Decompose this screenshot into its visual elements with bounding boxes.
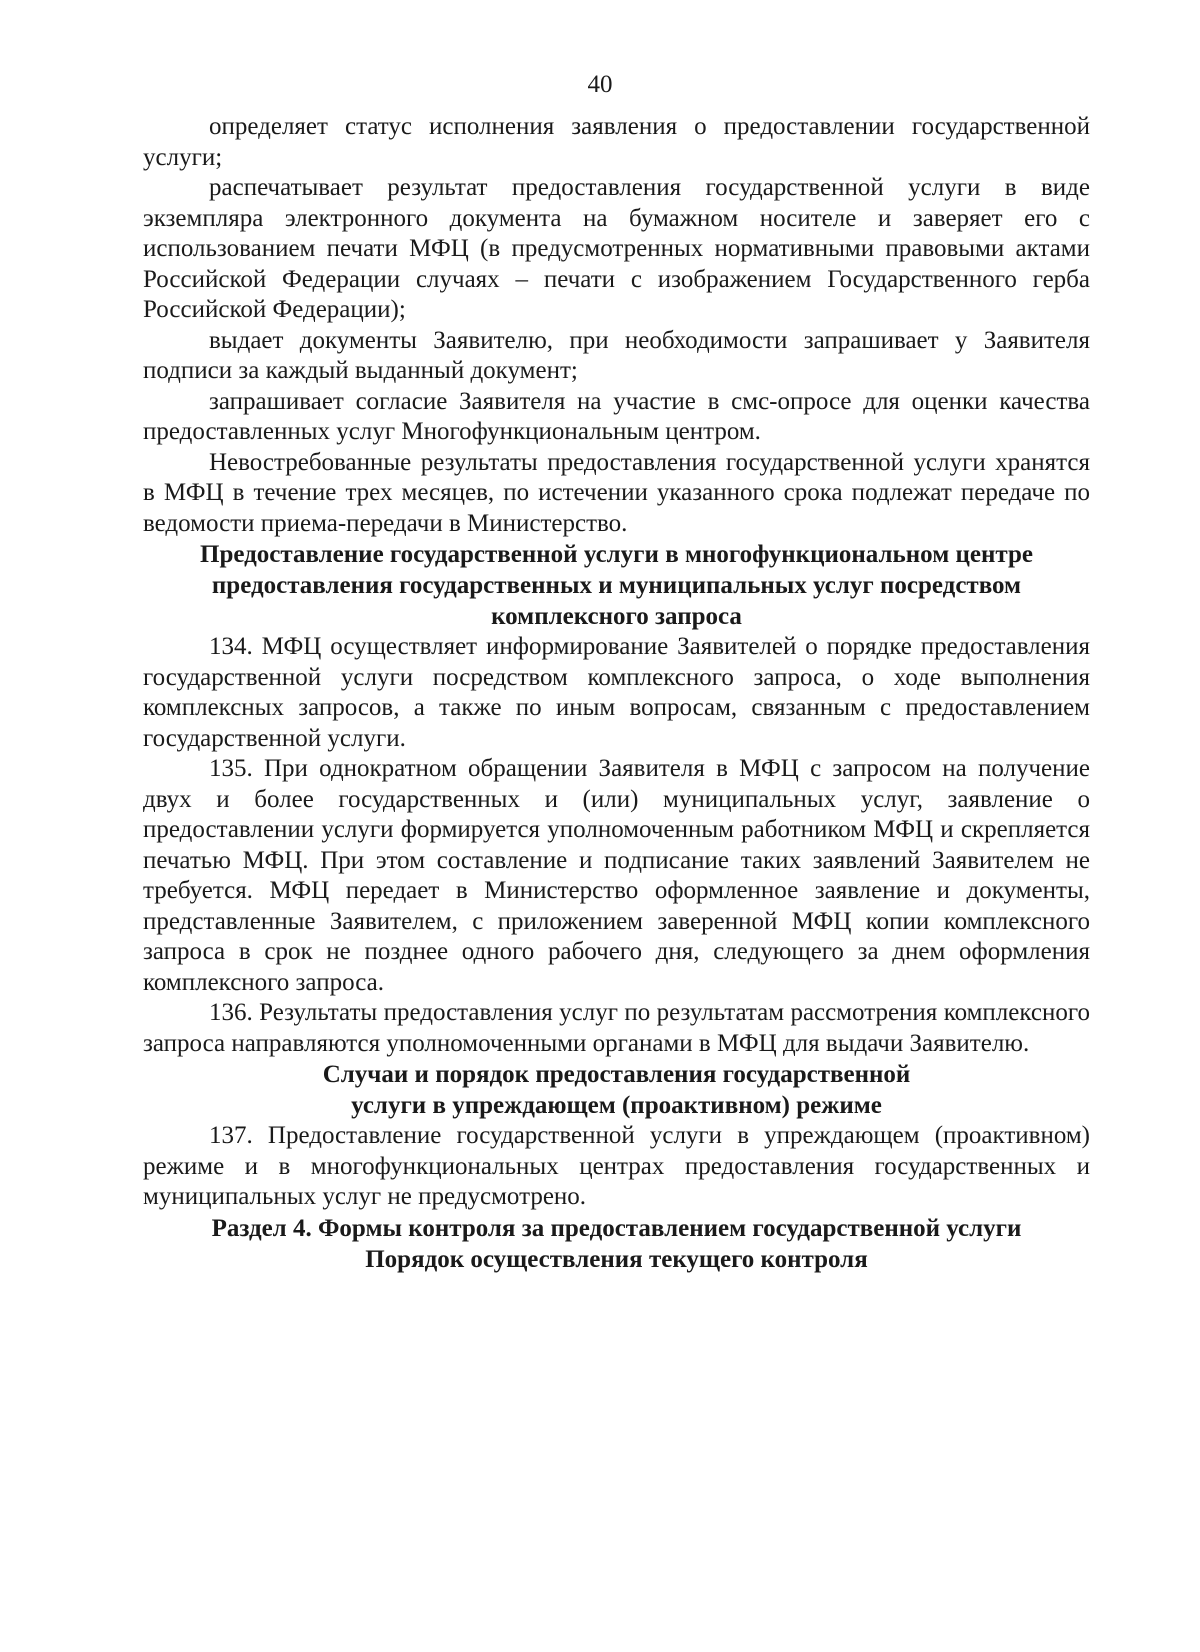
heading-complex-request: Предоставление государственной услуги в многофункциональном центре предоставления государственных и муниципальных услуг посредством комплексного запроса [200, 541, 1033, 630]
paragraph-134: 134. МФЦ осуществляет информирование Заявителей о порядке предоставления государственной услуги посредством комплексного запроса, о ходе выполнения комплексных запросов, а также по иным вопросам, связанным с предоставлением государственной услуги. [143, 633, 1090, 752]
paragraph-sms-survey: запрашивает согласие Заявителя на участие в смс-опросе для оценки качества предоставленных услуг Многофункциональным центром. [143, 387, 1090, 445]
paragraph-print-result: распечатывает результат предоставления государственной услуги в виде экземпляра электронного документа на бумажном носителе и заверяет его с использованием печати МФЦ (в предусмотренных нормативными правовыми актами Российской Федерации случаях – печати с изображением Государственного герба Российской Федерации); [143, 174, 1090, 323]
heading-proactive-mode: Случаи и порядок предоставления государственной услуги в упреждающем (проактивном) режиме [322, 1061, 911, 1119]
page-number: 40 [587, 71, 613, 98]
paragraph-136: 136. Результаты предоставления услуг по результатам рассмотрения комплексного запроса направляются уполномоченными органами в МФЦ для выдачи Заявителю. [143, 999, 1090, 1057]
paragraph-unclaimed-results: Невостребованные результаты предоставления государственной услуги хранятся в МФЦ в течение трех месяцев, по истечении указанного срока подлежат передаче по ведомости приема-передачи в Министерство. [143, 448, 1090, 537]
paragraph-137: 137. Предоставление государственной услуги в упреждающем (проактивном) режиме и в многофункциональных центрах предоставления государственных и муниципальных услуг не предусмотрено. [143, 1122, 1090, 1210]
paragraph-135: 135. При однократном обращении Заявителя в МФЦ с запросом на получение двух и более государственных и (или) муниципальных услуг, заявление о предоставлении услуги формируется уполномоченным работником МФЦ и скрепляется печатью МФЦ. При этом составление и подписание таких заявлений Заявителем не требуется. МФЦ передает в Министерство оформленное заявление и документы, представленные Заявителем, с приложением заверенной МФЦ копии комплексного запроса в срок не позднее одного рабочего дня, следующего за днем оформления комплексного запроса. [143, 755, 1090, 996]
paragraph-issue-documents: выдает документы Заявителю, при необходимости запрашивает у Заявителя подписи за каждый выданный документ; [143, 326, 1090, 384]
document-body [143, 112, 1090, 1275]
heading-section-4: Раздел 4. Формы контроля за предоставлением государственной услуги [211, 1214, 1022, 1242]
heading-current-control: Порядок осуществления текущего контроля [365, 1245, 868, 1273]
paragraph-status: определяет статус исполнения заявления о предоставлении государственной услуги; [143, 113, 1090, 171]
